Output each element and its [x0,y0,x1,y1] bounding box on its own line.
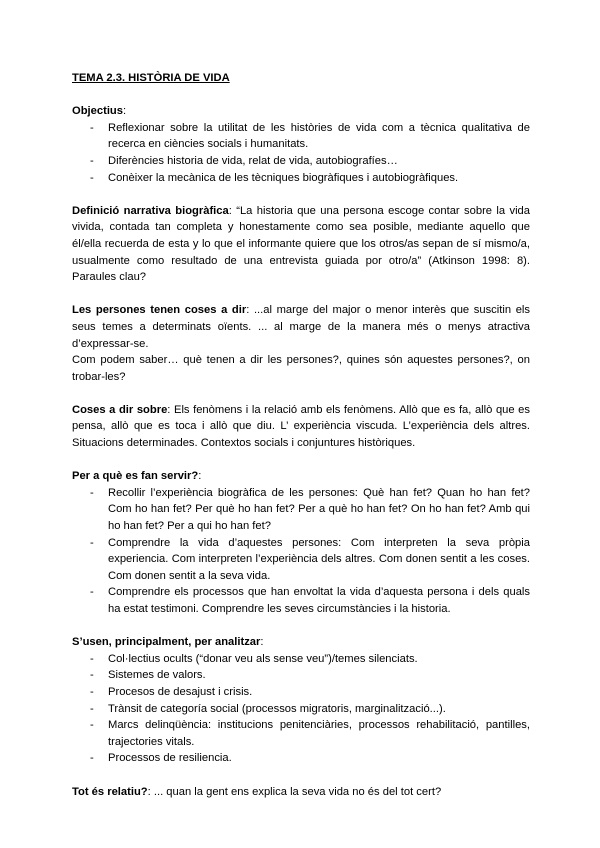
list-item-text: Recollir l’experiència biogràfica de les persones: Què han fet? Quan ho han fet? Com ho han fet? Per què ho han fet? Per a què ho han fet? On ho han fet? Amb qui ho han fet? Per a qui ho han fet? [108,486,530,533]
list-item [72,584,530,617]
document-title: TEMA 2.3. HISTÒRIA DE VIDA [72,72,230,84]
list-item [72,153,530,170]
persones-paragraph-2: Com podem saber… què tenen a dir les persones?, quines són aquestes persones?, on trobar-les? [72,354,530,383]
list-item [72,717,530,750]
persones-paragraph [72,302,530,352]
relatiu-paragraph [72,784,530,801]
section-objectius [72,103,530,186]
servir-colon: : [198,470,202,483]
section-definicio [72,203,530,286]
dash-bullet: - [90,702,94,715]
list-item-text: Comprendre la vida d’aquestes persones: Com interpreten la seva pròpia experiencia. Com interpreten l’experiència dels altres. Com donen sentit a les coses. Com donen sentit a la seva vida. [108,536,530,582]
objectius-heading: Objectius [72,105,123,118]
coses-heading: Coses a dir sobre [72,403,168,416]
coses-paragraph [72,402,530,452]
section-coses [72,402,530,452]
analitzar-colon: : [260,636,264,649]
section-persones [72,302,530,385]
list-item [72,485,530,535]
dash-bullet: - [90,121,94,134]
definicio-heading: Definició narrativa biogràfica [72,204,229,217]
list-item [72,750,530,767]
list-item-text: Diferències historia de vida, relat de vida, autobiografíes… [108,154,398,167]
persones-text: : ...al marge del major o menor interès que suscitin els seus temes a determinats oïents. ... al marge de la manera més o menys atractiva d’expressar-se. [72,304,530,350]
section-servir [72,468,530,617]
list-item [72,120,530,153]
dash-bullet: - [90,154,94,167]
servir-heading-line [72,468,530,485]
analitzar-heading: S’usen, principalment, per analitzar [72,636,261,649]
dash-bullet: - [90,652,94,665]
dash-bullet: - [90,486,94,499]
persones-heading: Les persones tenen coses a dir [72,304,247,317]
relatiu-text: : ... quan la gent ens explica la seva vida no és del tot cert? [147,785,442,798]
list-item [72,535,530,585]
objectius-list [72,120,530,186]
list-item-text: Reflexionar sobre la utilitat de les històries de vida com a tècnica qualitativa de recerca en ciències socials i humanitats. [108,121,530,151]
list-item-text: Sistemes de valors. [108,669,206,682]
analitzar-heading-line [72,634,530,651]
dash-bullet: - [90,536,94,549]
list-item-text: Marcs delinqüència: institucions penitenciàries, processos rehabilitació, pantilles, trajectories vitals. [108,719,530,748]
list-item-text: Conèixer la mecànica de les tècniques biogràfiques i autobiogràfiques. [108,171,459,184]
section-analitzar [72,634,530,767]
objectius-colon: : [122,105,127,118]
dash-bullet: - [90,171,94,184]
list-item-text: Processos de resiliencia. [108,752,232,765]
servir-list [72,485,530,618]
dash-bullet: - [90,669,94,682]
relatiu-heading: Tot és relatiu? [72,785,148,798]
document-page [72,70,530,817]
servir-heading: Per a què es fan servir? [72,470,199,483]
section-relatiu [72,784,530,801]
list-item [72,651,530,668]
list-item-text: Trànsit de categoría social (processos migratoris, marginalització...). [108,702,446,715]
dash-bullet: - [90,685,94,698]
definicio-text: : “La historia que una persona escoge contar sobre la vida vivida, contada tan completa y honestamente como sea posible, mediante aquello que él/ella recuerda de esta y lo que el informante quiere que los otros/as sepan de sí mismo/a, usualmente como resultado de una entrevista guiada por otro/a” (Atkinson 1998: 8). Paraules clau? [72,204,530,284]
list-item [72,701,530,718]
analitzar-list [72,651,530,767]
list-item [72,667,530,684]
dash-bullet: - [90,719,94,732]
objectius-heading-line [72,103,530,120]
list-item-text: Col·lectius ocults (“donar veu als sense veu”)/temes silenciats. [108,652,418,665]
dash-bullet: - [90,586,94,599]
list-item [72,684,530,701]
definicio-paragraph [72,203,530,286]
list-item-text: Comprendre els processos que han envoltat la vida d’aquesta persona i dels quals ha estat testimoni. Comprendre les seves circumstàncies i la historia. [108,586,530,615]
dash-bullet: - [90,752,94,765]
list-item [72,170,530,187]
coses-text: : Els fenòmens i la relació amb els fenòmens. Allò que es fa, allò que es pensa, allò que es toca i allò que diu. L’ experiència viscuda. L’experiència dels altres. Situacions determinades. Contextos socials i conjuntures històriques. [72,403,530,450]
list-item-text: Procesos de desajust i crisis. [108,685,253,698]
